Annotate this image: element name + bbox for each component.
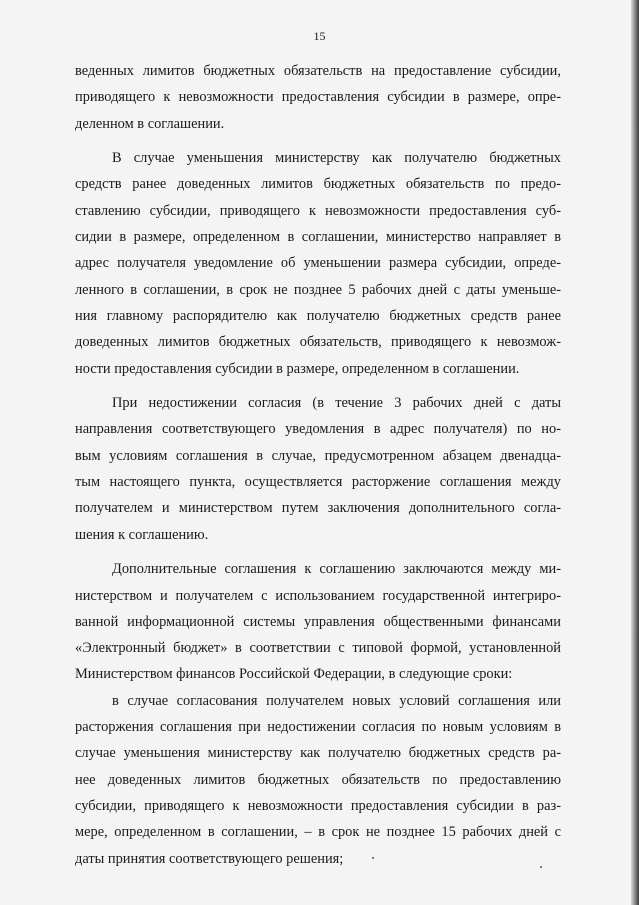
paragraph-gap [75, 382, 561, 390]
text-line: расторжения соглашения при недостижении согласия по новым условиям в [75, 719, 561, 736]
text-line: «Электронный бюджет» в соответствии с типовой формой, установленной [75, 640, 561, 657]
scan-speck [540, 866, 542, 868]
text-line: ности предоставления субсидии в размере, определенном в соглашении. [75, 360, 520, 377]
text-line: тым настоящего пункта, осуществляется расторжение соглашения между [75, 474, 561, 491]
text-line: При недостижении согласия (в течение 3 рабочих дней с даты [112, 395, 561, 412]
text-line: Министерством финансов Российской Федерации, в следующие сроки: [75, 666, 513, 683]
text-line: нее доведенных лимитов бюджетных обязательств по предоставлению [75, 771, 561, 788]
text-line: шения к соглашению. [75, 526, 209, 543]
text-line: веденных лимитов бюджетных обязательств на предоставление субсидии, [75, 63, 561, 79]
text-line: мере, определенном в соглашении, – в срок не позднее 15 рабочих дней с [75, 824, 561, 841]
text-line: ленного в соглашении, в срок не позднее 5 рабочих дней с даты уменьше- [75, 281, 561, 298]
text-line: субсидии, приводящего к невозможности предоставления субсидии в раз- [75, 797, 561, 814]
text-line: средств ранее доведенных лимитов бюджетных обязательств по предо- [75, 176, 561, 193]
text-line: ставлению субсидии, приводящего к невозможности предоставления суб- [75, 202, 561, 219]
text-line: деленном в соглашении. [75, 115, 225, 132]
page-number: 15 [313, 29, 326, 43]
text-line: Дополнительные соглашения к соглашению заключаются между ми- [112, 561, 561, 578]
body-text [75, 58, 561, 872]
text-line: приводящего к невозможности предоставления субсидии в размере, опре- [75, 89, 561, 106]
text-line: доведенных лимитов бюджетных обязательств, приводящего к невозмож- [75, 334, 561, 351]
text-line: сидии в размере, определенном в соглашении, министерство направляет в [75, 229, 561, 246]
paragraph-gap [75, 548, 561, 556]
text-line: вым условиям соглашения в случае, предусмотренном абзацем двенадца- [75, 447, 561, 464]
text-line: адрес получателя уведомление об уменьшении размера субсидии, опреде- [75, 255, 561, 272]
scan-speck [372, 857, 374, 859]
text-line: в случае согласования получателем новых условий соглашения или [112, 692, 561, 709]
text-line: нистерством и получателем с использованием государственной интегриро- [75, 587, 561, 604]
text-line: ванной информационной системы управления общественными финансами [75, 613, 561, 630]
text-line: направления соответствующего уведомления в адрес получателя) по но- [75, 421, 561, 438]
scan-edge-shadow [631, 0, 639, 905]
text-line: В случае уменьшения министерству как получателю бюджетных [112, 150, 561, 167]
text-line: даты принятия соответствующего решения; [75, 850, 344, 867]
text-line: случае уменьшения министерству как получателю бюджетных средств ра- [75, 745, 561, 762]
text-line: ния главному распорядителю как получателю бюджетных средств ранее [75, 307, 561, 324]
paragraph-gap [75, 137, 561, 145]
text-line: получателем и министерством путем заключения дополнительного согла- [75, 500, 561, 517]
